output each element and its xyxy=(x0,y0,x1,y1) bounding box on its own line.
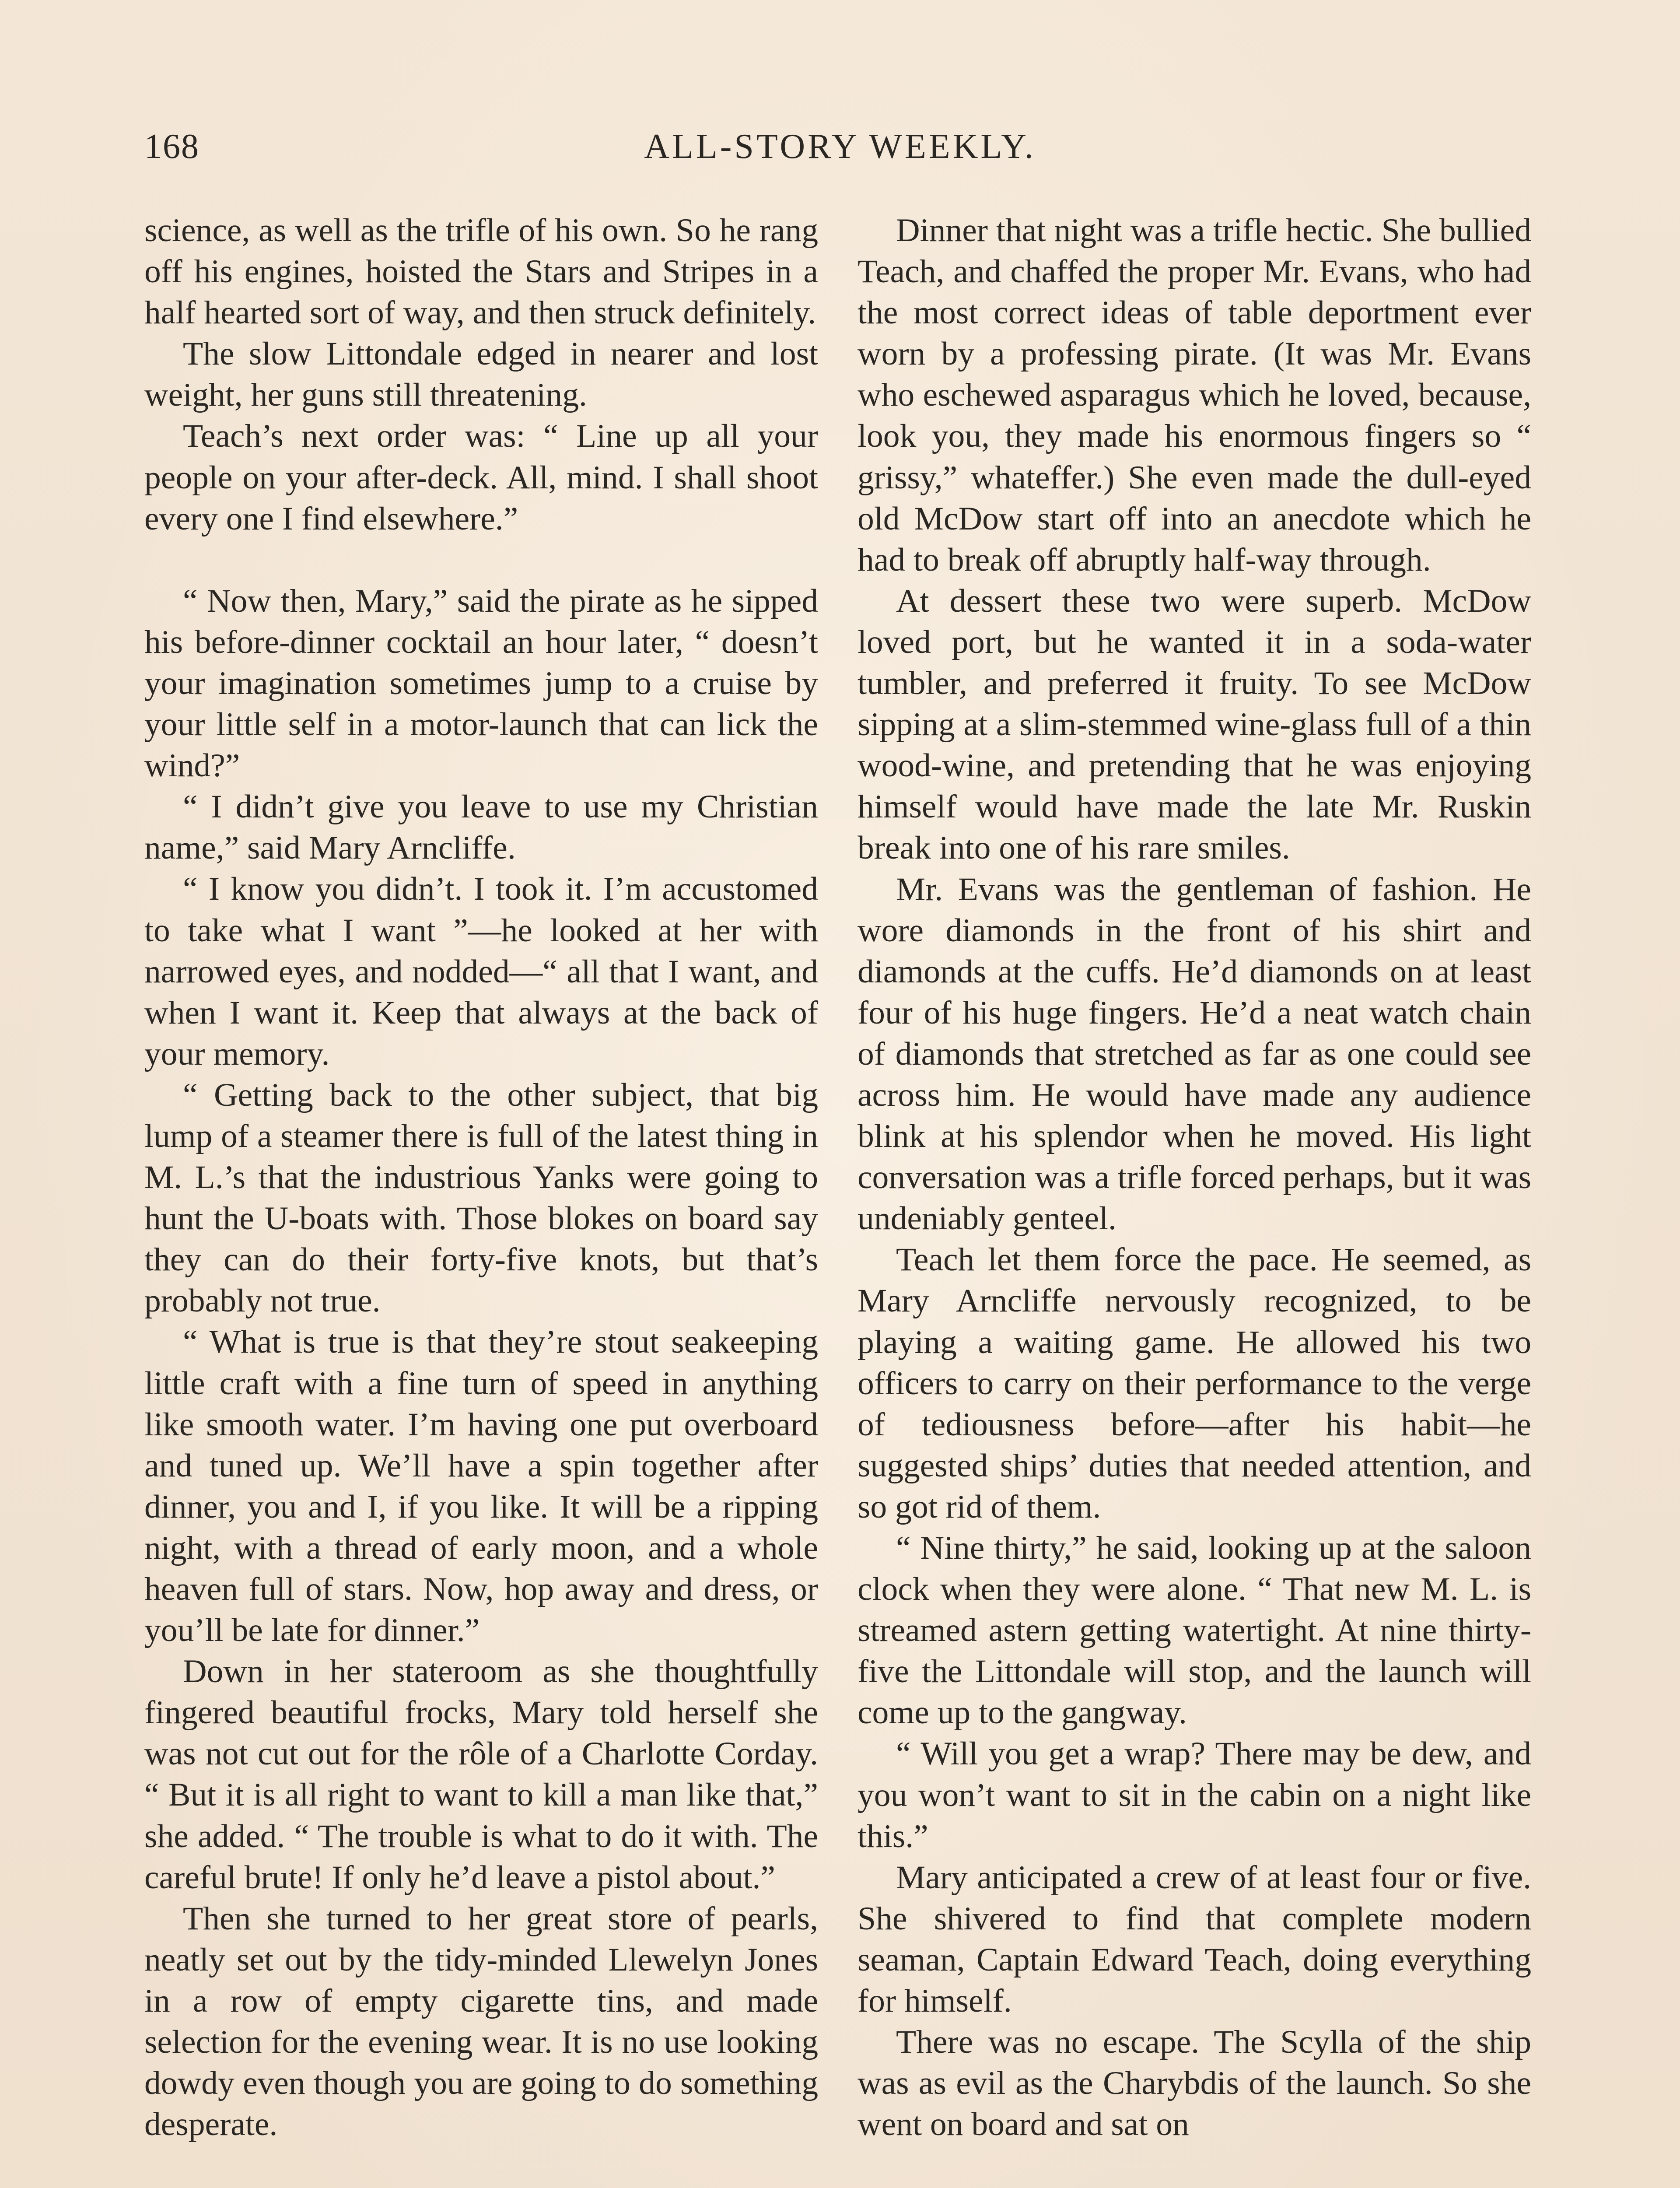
paragraph: “ Will you get a wrap? There may be dew, and you won’t want to sit in the cabin on a night like this.” xyxy=(858,1736,1531,1855)
paragraph: Down in her stateroom as she thoughtfully fingered beautiful frocks, Mary told herself she was not cut out for the rôle of a Charlotte Corday. “ But it is all right to want to kill a man like that,” she added. “ The trouble is what to do it with. The careful brute! If only he’d leave a pistol about.” xyxy=(144,1653,818,1896)
running-head xyxy=(140,127,1540,179)
paragraph: Teach’s next order was: “ Line up all your people on your after-deck. All, mind. I shall shoot every one I find elsewhere.” xyxy=(144,418,818,537)
paragraph: “ I know you didn’t. I took it. I’m accustomed to take what I want ”—he looked at her with narrowed eyes, and nodded—“ all that I want, and when I want it. Keep that always at the back of your memory. xyxy=(144,871,818,1072)
journal-title: ALL-STORY WEEKLY. xyxy=(644,127,1036,166)
paragraph: “ I didn’t give you leave to use my Christian name,” said Mary Arncliffe. xyxy=(144,789,818,866)
paragraph: The slow Littondale edged in nearer and lost weight, her guns still threatening. xyxy=(144,336,818,414)
paragraph: Teach let them force the pace. He seemed, as Mary Arncliffe nervously recognized, to be playing a waiting game. He allowed his two officers to carry on their performance to the verge of tediousness before—after his habit—he suggested ships’ duties that needed attention, and so got rid of them. xyxy=(858,1241,1531,1525)
left-column xyxy=(144,210,818,2145)
paragraph: science, as well as the trifle of his own. So he rang off his engines, hoisted the Stars and Stripes in a half hearted sort of way, and then struck definitely. xyxy=(144,212,818,331)
paragraph: “ What is true is that they’re stout seakeeping little craft with a fine turn of speed in anything like smooth water. I’m having one put overboard and tuned up. We’ll have a spin together after dinner, you and I, if you like. It will be a ripping night, with a thread of early moon, and a whole heaven full of stars. Now, hop away and dress, or you’ll be late for dinner.” xyxy=(144,1324,818,1649)
right-column xyxy=(858,210,1531,2145)
paragraph: Then she turned to her great store of pearls, neatly set out by the tidy-minded Llewelyn Jones in a row of empty cigarette tins, and made selection for the evening wear. It is no use looking dowdy even though you are going to do something desperate. xyxy=(144,1900,818,2143)
paragraph: “ Now then, Mary,” said the pirate as he sipped his before-dinner cocktail an hour later, “ doesn’t your imagination sometimes jump to a cruise by your little self in a motor-launch that can lick the wind?” xyxy=(144,582,818,784)
paragraph: Mary anticipated a crew of at least four or five. She shivered to find that complete modern seaman, Captain Edward Teach, doing everything for himself. xyxy=(858,1859,1531,2020)
paragraph: At dessert these two were superb. McDow loved port, but he wanted it in a soda-water tumbler, and preferred it fruity. To see McDow sipping at a slim-stemmed wine-glass full of a thin wood-wine, and pretending that he was enjoying himself would have made the late Mr. Ruskin break into one of his rare smiles. xyxy=(858,582,1531,866)
paragraph: There was no escape. The Scylla of the ship was as evil as the Charybdis of the launch. So she went on board and sat on xyxy=(858,2024,1531,2143)
paragraph: “ Getting back to the other subject, that big lump of a steamer there is full of the latest thing in M. L.’s that the industrious Yanks were going to hunt the U-boats with. Those blokes on board say they can do their forty-five knots, but that’s probably not true. xyxy=(144,1076,818,1319)
page-number: 168 xyxy=(144,127,200,166)
paragraph: “ Nine thirty,” he said, looking up at the saloon clock when they were alone. “ That new M. L. is streamed astern getting watertight. At nine thirty-five the Littondale will stop, and the launch will come up to the gangway. xyxy=(858,1530,1531,1731)
paragraph: Dinner that night was a trifle hectic. She bullied Teach, and chaffed the proper Mr. Evans, who had the most correct ideas of table deportment ever worn by a professing pirate. (It was Mr. Evans who eschewed asparagus which he loved, because, look you, they made his enormous fingers so “ grissy,” whateffer.) She even made the dull-eyed old McDow start off into an anecdote which he had to break off abruptly half-way through. xyxy=(858,212,1531,578)
paragraph: Mr. Evans was the gentleman of fashion. He wore diamonds in the front of his shirt and diamonds at the cuffs. He’d diamonds on at least four of his huge fingers. He’d a neat watch chain of diamonds that stretched as far as one could see across him. He would have made any audience blink at his splendor when he moved. His light conversation was a trifle forced perhaps, but it was undeniably genteel. xyxy=(858,871,1531,1237)
